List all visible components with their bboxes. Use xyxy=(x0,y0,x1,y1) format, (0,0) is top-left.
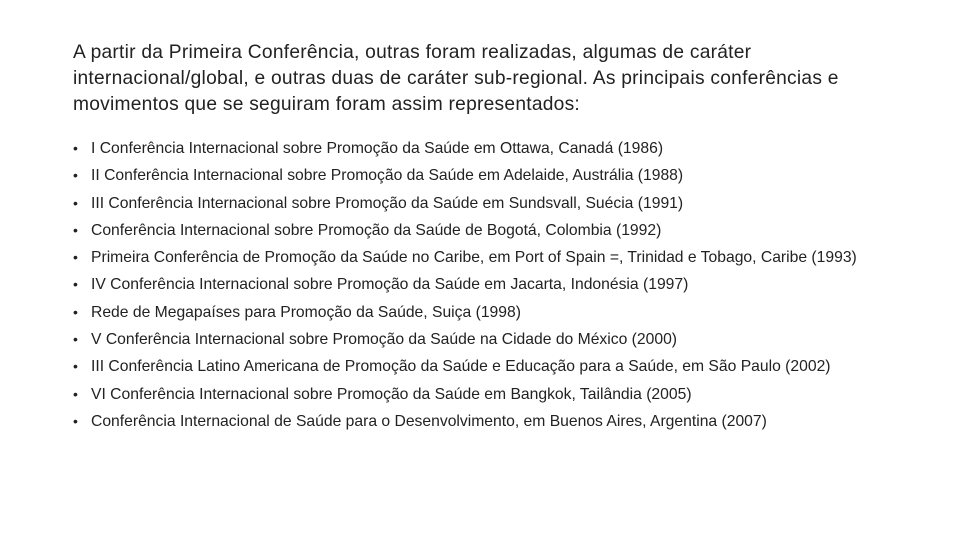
list-item xyxy=(73,142,888,155)
list-item-text: II Conferência Internacional sobre Promoção da Saúde em Adelaide, Austrália (1988) xyxy=(91,167,684,185)
bullet: • xyxy=(73,412,78,429)
list-item-text: IV Conferência Internacional sobre Promoção da Saúde em Jacarta, Indonésia (1997) xyxy=(91,276,689,294)
list-item xyxy=(73,194,888,212)
list-item-text: Primeira Conferência de Promoção da Saúde no Caribe, em Port of Spain =, Trinidad e Tobago, Caribe (1993) xyxy=(91,249,857,267)
list-item-text: Rede de Megapaíses para Promoção da Saúde, Suiça (1998) xyxy=(91,303,521,321)
bullet: • xyxy=(73,385,78,402)
list-item-text: III Conferência Latino Americana de Promoção da Saúde e Educação para a Saúde, em São Paulo (2002) xyxy=(91,358,831,376)
bullet: • xyxy=(73,221,78,238)
list-item xyxy=(73,221,888,239)
bullet: • xyxy=(73,276,78,293)
list-item-text: VI Conferência Internacional sobre Promoção da Saúde em Bangkok, Tailândia (2005) xyxy=(91,385,692,403)
list-item xyxy=(73,385,888,403)
conference-list xyxy=(73,142,888,442)
bullet: • xyxy=(73,140,78,156)
list-item xyxy=(73,303,888,321)
list-item xyxy=(73,167,888,185)
list-item-text: III Conferência Internacional sobre Promoção da Saúde em Sundsvall, Suécia (1991) xyxy=(91,194,684,212)
list-item-text: Conferência Internacional de Saúde para o Desenvolvimento, em Buenos Aires, Argentina (2007) xyxy=(91,412,767,430)
list-item xyxy=(73,249,888,267)
list-item xyxy=(73,276,888,294)
bullet: • xyxy=(73,331,78,348)
bullet: • xyxy=(73,167,78,184)
bullet: • xyxy=(73,358,78,375)
list-item-text: V Conferência Internacional sobre Promoção da Saúde na Cidade do México (2000) xyxy=(91,331,678,349)
list-item xyxy=(73,331,888,349)
list-item xyxy=(73,358,888,376)
list-item-text: I Conferência Internacional sobre Promoção da Saúde em Ottawa, Canadá (1986) xyxy=(91,140,664,157)
list-item-text: Conferência Internacional sobre Promoção da Saúde de Bogotá, Colombia (1992) xyxy=(91,221,662,239)
bullet: • xyxy=(73,249,78,266)
bullet: • xyxy=(73,194,78,211)
list-item xyxy=(73,412,888,430)
bullet: • xyxy=(73,303,78,320)
intro-paragraph: A partir da Primeira Conferência, outras foram realizadas, algumas de caráter internacional/global, e outras duas de caráter sub-regional. As principais conferências e movimentos que se seguiram foram assim representados: xyxy=(73,42,839,115)
